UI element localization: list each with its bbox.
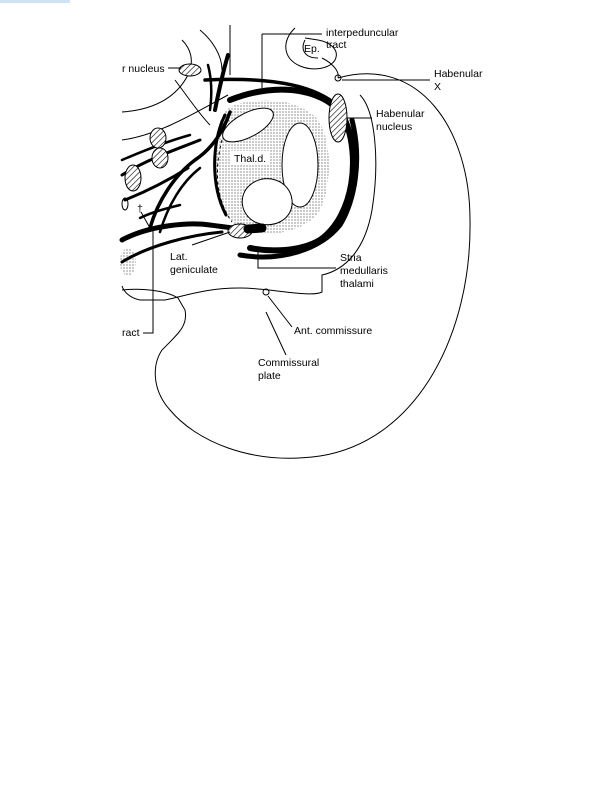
habenular-nucleus-shape: [329, 94, 347, 142]
nucleus-ventral: [242, 179, 292, 225]
label-tract: ract: [122, 327, 140, 339]
label-left-nucleus: r nucleus: [122, 63, 165, 75]
left-nucleus-shape: [179, 64, 201, 76]
label-habenular-x: Habenular X: [434, 68, 483, 93]
label-habenular-nucleus: Habenular nucleus: [376, 108, 425, 133]
label-epiphysis: Ep.: [304, 43, 320, 55]
label-dagger: †: [137, 203, 143, 215]
label-interpeduncular: interpeduncular tract: [326, 27, 399, 51]
label-lat-geniculate: Lat. geniculate: [170, 251, 218, 276]
label-ant-commissure: Ant. commissure: [294, 325, 373, 337]
label-stria-medullaris: Stria medullaris thalami: [340, 252, 388, 290]
label-thalamus-dorsalis: Thal.d.: [234, 153, 267, 165]
label-commissural-plate: Commissural plate: [258, 357, 320, 382]
